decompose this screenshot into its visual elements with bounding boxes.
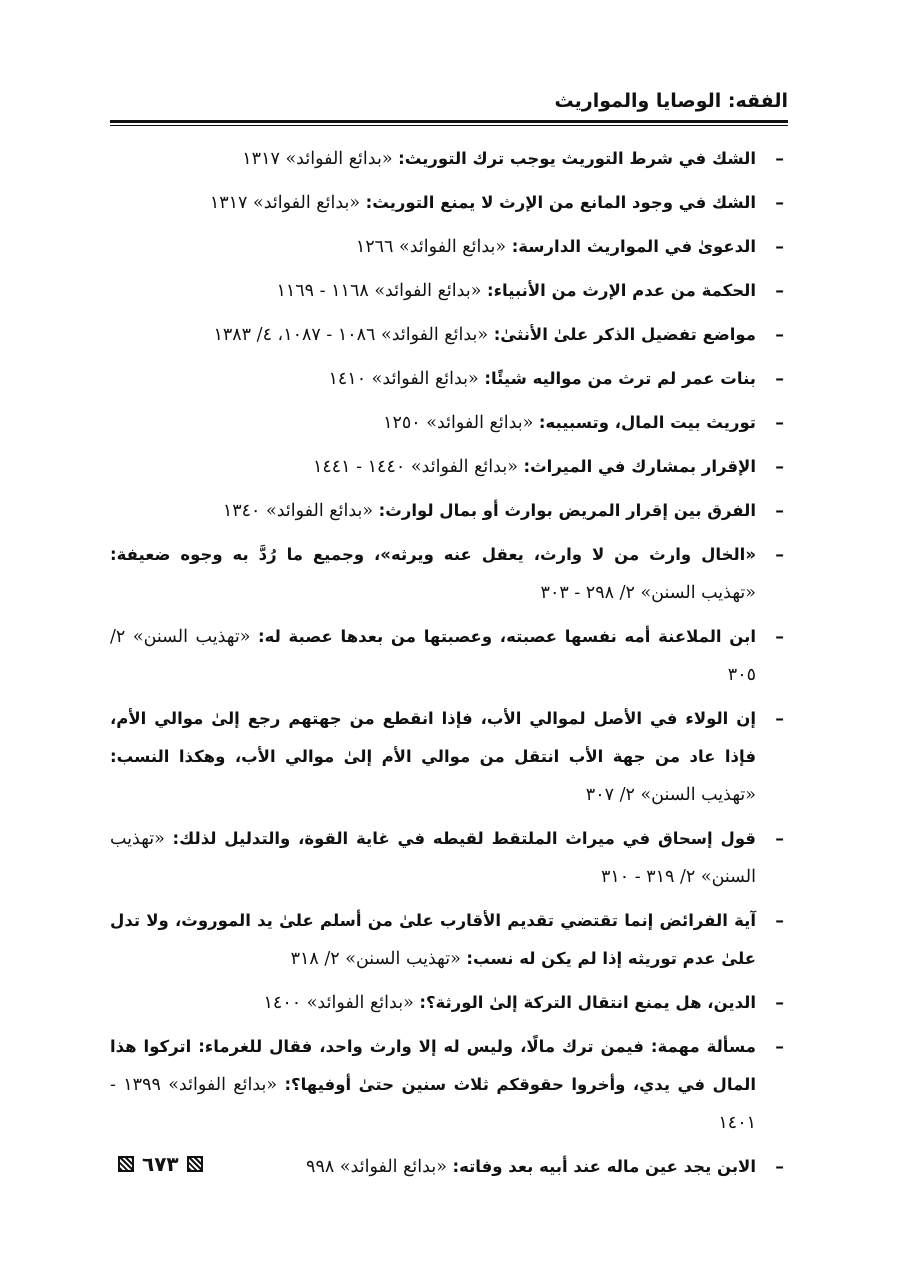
index-entry: – الحكمة من عدم الإرث من الأنبياء: «بدائع الفوائد» ١١٦٨ - ١١٦٩: [276, 281, 784, 301]
entry-topic: ابن الملاعنة أمه نفسها عصبته، وعصبتها من بعدها عصبة له:: [257, 627, 756, 646]
running-header: الفقه: الوصايا والمواريث: [554, 90, 788, 112]
entry-reference: «تهذيب السنن» ٢/ ٣١٩ - ٣١٠: [110, 829, 756, 887]
entry-reference: «بدائع الفوائد» ١٤٠٠: [263, 993, 414, 1013]
page: [110, 80, 788, 1190]
index-entry: – الدين، هل يمنع انتقال التركة إلىٰ الورثة؟: «بدائع الفوائد» ١٤٠٠: [263, 993, 784, 1013]
entry-topic: الحكمة من عدم الإرث من الأنبياء:: [486, 281, 756, 300]
entry-reference: «بدائع الفوائد» ١٣٤٠: [222, 501, 374, 521]
index-entry: – توريث بيت المال، وتسبيبه: «بدائع الفوائد» ١٢٥٠: [383, 413, 784, 433]
entry-topic: الابن يجد عين ماله عند أبيه بعد وفاته:: [452, 1157, 756, 1176]
entry-reference: «بدائع الفوائد» ٩٩٨: [306, 1157, 447, 1177]
entry-topic: توريث بيت المال، وتسبيبه:: [538, 413, 756, 432]
entry-reference: «بدائع الفوائد» ١٠٨٦ - ١٠٨٧، ٤/ ١٣٨٣: [213, 325, 489, 345]
entry-topic: إن الولاء في الأصل لموالي الأب، فإذا انقطع من جهتهم رجع إلىٰ موالي الأم، فإذا عاد من جهة الأب انتقل من موالي الأم إلىٰ موالي الأب، وهكذا النسب:: [110, 709, 756, 766]
index-entry: – الابن يجد عين ماله عند أبيه بعد وفاته: «بدائع الفوائد» ٩٩٨: [306, 1157, 784, 1177]
page-footer: [118, 1152, 203, 1176]
entry-reference: «تهذيب السنن» ٢/ ٣٠٧: [585, 785, 756, 805]
entry-reference: «بدائع الفوائد» ١٣١٧: [209, 193, 361, 213]
entry-reference: «تهذيب السنن» ٢/ ٣٠٥: [110, 627, 756, 685]
ornament-icon: [187, 1156, 203, 1172]
index-entry: – الدعوىٰ في المواريث الدارسة: «بدائع الفوائد» ١٢٦٦: [355, 237, 784, 257]
index-entry: – الشك في شرط التوريث يوجب ترك التوريث: «بدائع الفوائد» ١٣١٧: [242, 149, 784, 169]
index-entry: – قول إسحاق في ميراث الملتقط لقيطه في غاية القوة، والتدليل لذلك: «تهذيب السنن» ٢/ ٣١٩ - ٣١٠: [110, 829, 784, 887]
entry-reference: «بدائع الفوائد» ١٤١٠: [328, 369, 479, 389]
ornament-icon: [118, 1156, 134, 1172]
page-number: ٦٧٣: [142, 1152, 179, 1176]
entry-reference: «بدائع الفوائد» ١٢٥٠: [383, 413, 534, 433]
index-entry: – إن الولاء في الأصل لموالي الأب، فإذا انقطع من جهتهم رجع إلىٰ موالي الأم، فإذا عاد من جهة الأب انتقل من موالي الأم إلىٰ موالي الأب، وهكذا النسب: «تهذيب السنن» ٢/ ٣٠٧: [110, 709, 784, 805]
index-entry: – بنات عمر لم ترث من مواليه شيئًا: «بدائع الفوائد» ١٤١٠: [328, 369, 784, 389]
index-entry: – مواضع تفضيل الذكر علىٰ الأنثىٰ: «بدائع الفوائد» ١٠٨٦ - ١٠٨٧، ٤/ ١٣٨٣: [213, 325, 784, 345]
index-entry: – الشك في وجود المانع من الإرث لا يمنع التوريث: «بدائع الفوائد» ١٣١٧: [209, 193, 784, 213]
entry-topic: الدعوىٰ في المواريث الدارسة:: [511, 237, 756, 256]
entry-topic: بنات عمر لم ترث من مواليه شيئًا:: [484, 369, 756, 388]
entry-topic: آية الفرائض إنما تقتضي تقديم الأقارب علىٰ من أسلم علىٰ يد الموروث، ولا تدل علىٰ عدم توريثه إذا لم يكن له نسب:: [110, 911, 756, 968]
index-entry: – الإقرار بمشارك في الميراث: «بدائع الفوائد» ١٤٤٠ - ١٤٤١: [312, 457, 784, 477]
entry-reference: «تهذيب السنن» ٢/ ٣١٨: [290, 949, 461, 969]
header-rule-thin: [110, 125, 788, 126]
entry-reference: «بدائع الفوائد» ١١٦٨ - ١١٦٩: [276, 281, 482, 301]
entry-topic: مواضع تفضيل الذكر علىٰ الأنثىٰ:: [493, 325, 756, 344]
index-entry: – آية الفرائض إنما تقتضي تقديم الأقارب علىٰ من أسلم علىٰ يد الموروث، ولا تدل علىٰ عدم توريثه إذا لم يكن له نسب: «تهذيب السنن» ٢/ ٣١٨: [110, 911, 784, 969]
index-entry: – الفرق بين إقرار المريض بوارث أو بمال لوارث: «بدائع الفوائد» ١٣٤٠: [222, 501, 784, 521]
entry-topic: قول إسحاق في ميراث الملتقط لقيطه في غاية القوة، والتدليل لذلك:: [172, 829, 756, 848]
entry-topic: «الخال وارث من لا وارث، يعقل عنه ويرثه»، وجميع ما رُدَّ به وجوه ضعيفة:: [110, 545, 756, 564]
entry-topic: مسألة مهمة: فيمن ترك مالًا، وليس له إلا وارث واحد، فقال للغرماء: اتركوا هذا المال في يدي، وأخروا حقوقكم ثلاث سنين حتىٰ أوفيها؟:: [110, 1037, 756, 1094]
index-entry: – مسألة مهمة: فيمن ترك مالًا، وليس له إلا وارث واحد، فقال للغرماء: اتركوا هذا المال في يدي، وأخروا حقوقكم ثلاث سنين حتىٰ أوفيها؟: «بدائع الفوائد» ١٣٩٩ - ١٤٠١: [110, 1037, 784, 1133]
entry-reference: «بدائع الفوائد» ١٣١٧: [242, 149, 393, 169]
entry-topic: الشك في شرط التوريث يوجب ترك التوريث:: [398, 149, 756, 168]
index-entry: – ابن الملاعنة أمه نفسها عصبته، وعصبتها من بعدها عصبة له: «تهذيب السنن» ٢/ ٣٠٥: [110, 627, 784, 685]
index-entry: – «الخال وارث من لا وارث، يعقل عنه ويرثه»، وجميع ما رُدَّ به وجوه ضعيفة: «تهذيب السنن» ٢/ ٢٩٨ - ٣٠٣: [110, 545, 784, 603]
entry-topic: الدين، هل يمنع انتقال التركة إلىٰ الورثة؟:: [419, 993, 756, 1012]
header-rule: [110, 120, 788, 123]
index-entries: [110, 140, 788, 1186]
entry-topic: الفرق بين إقرار المريض بوارث أو بمال لوارث:: [378, 501, 756, 520]
entry-topic: الشك في وجود المانع من الإرث لا يمنع التوريث:: [365, 193, 756, 212]
entry-reference: «بدائع الفوائد» ١٤٤٠ - ١٤٤١: [312, 457, 518, 477]
entry-reference: «تهذيب السنن» ٢/ ٢٩٨ - ٣٠٣: [540, 583, 756, 603]
entry-reference: «بدائع الفوائد» ١٣٩٩ - ١٤٠١: [110, 1075, 756, 1133]
entry-topic: الإقرار بمشارك في الميراث:: [523, 457, 756, 476]
entry-reference: «بدائع الفوائد» ١٢٦٦: [355, 237, 507, 257]
